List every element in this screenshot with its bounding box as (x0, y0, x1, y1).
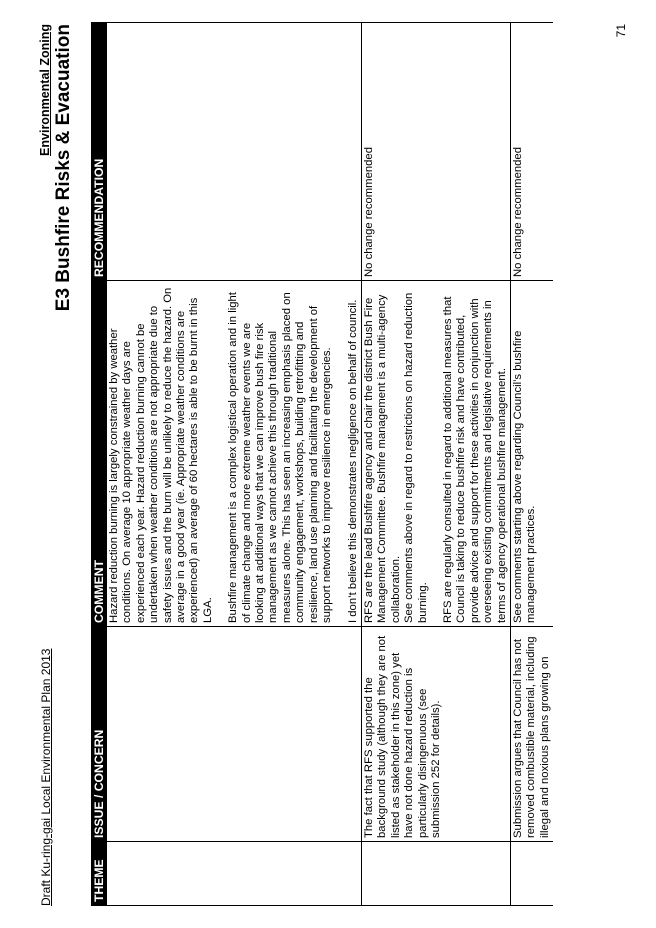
comment-cell (107, 281, 362, 627)
comment-paragraph: RFS are regularly consulted in regard to additional measures that Council is taking to reduce bushfire risk and have contributed, provide advice and support for these activities in conjunction with overseeing existing commitments and legislative requirements in terms of agency operational bushfire management. (441, 296, 508, 623)
comment-paragraph: RFS are the lead Bushfire agency and chair the district Bush Fire Management Committee. Bushfire management is a multi-agency collaboration. See comments above in regard to restrictions on hazard reduction burning. (362, 292, 429, 623)
issue-cell: Submission argues that Council has not removed combustible material, including illegal and noxious plans growing on (510, 627, 553, 842)
table-header-row (92, 23, 107, 906)
column-header-recommendation: RECOMMENDATION (92, 23, 107, 281)
page-title: E3 Bushfire Risks & Evacuation (53, 24, 74, 312)
issue-cell (107, 627, 362, 842)
recommendation-cell: No change recommended (510, 23, 553, 281)
submissions-table (91, 22, 553, 906)
comment-cell (510, 281, 553, 627)
comment-paragraph: See comments starting above regarding Council’s bushfire management practices. (511, 330, 538, 623)
column-header-theme: THEME (92, 842, 107, 906)
theme-cell (107, 842, 362, 906)
page-number: 71 (614, 24, 628, 38)
document-title: Draft Ku-ring-gai Local Environmental Plan 2013 (39, 648, 53, 906)
comment-paragraph: Hazard reduction burning is largely constrained by weather conditions. On average 10 appropriate weather days are experienced each year. Hazard reduction burning cannot be undertaken when weather conditions are not appropriate due to safety issues and the burn will be unlikely to reduce the hazard. On average in a good year (ie. Appropriate weather conditions are experienced) an average of 60 hectares is able to be burnt in this LGA. (108, 287, 214, 623)
column-header-issue: ISSUE / CONCERN (92, 627, 107, 842)
section-header (38, 24, 75, 311)
theme-cell (510, 842, 553, 906)
issue-cell: The fact that RFS supported the background study (although they are not listed as stakeholder in this zone) yet have not done hazard reduction is particularly disingenuous (see submission 252 for details). (361, 627, 510, 842)
section-label: Environmental Zoning (38, 24, 52, 156)
comment-paragraph: Bushfire management is a complex logistical operation and in light of climate change and more extreme weather events we are looking at additional ways that we can improve bush fire risk management as we cannot achieve this through traditional measures alone. This has seen an increasing emphasis placed on community engagement, workshops, building retrofitting and resilience, land use planning and facilitating the development of support networks to improve resilience in emergencies. (227, 292, 334, 623)
recommendation-cell: No change recommended (361, 23, 510, 281)
table-row (510, 23, 553, 906)
comment-paragraph: I don’t believe this demonstrates negligence on behalf of council. (346, 299, 359, 623)
recommendation-cell (107, 23, 362, 281)
column-header-comment: COMMENT (92, 281, 107, 627)
comment-cell (361, 281, 510, 627)
table-row (107, 23, 362, 906)
theme-cell (361, 842, 510, 906)
table-row (361, 23, 510, 906)
